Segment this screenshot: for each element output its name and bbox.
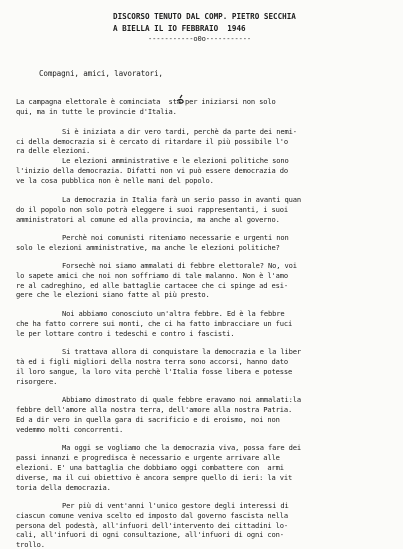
body-line: qui, ma in tutte le provincie d'Italia. bbox=[16, 107, 177, 116]
body-line: do il popolo non solo potrà eleggere i suoi rappresentanti, i suoi bbox=[16, 205, 288, 214]
header-subtitle: A BIELLA IL IO FEBBRAIO 1946 bbox=[113, 24, 246, 33]
body-line: gere che le elezioni siano fatte al più presto. bbox=[16, 290, 210, 299]
body-line: ci della democrazia si è cercato di ritardare il più possibile l'o bbox=[16, 137, 288, 146]
body-line: che ha fatto correre sui monti, che ci ha fatto imbracciare un fuci bbox=[16, 319, 293, 328]
body-line: ciascun comune veniva scelto ed imposto dal governo fascista nella bbox=[16, 511, 288, 520]
salutation: Compagni, amici, lavoratori, bbox=[39, 69, 163, 78]
body-line: il loro sangue, la loro vita perchè l'Italia fosse libera e potesse bbox=[16, 367, 293, 376]
body-line: elezioni. E' una battaglia che dobbiamo oggi combattere con armi bbox=[16, 463, 284, 472]
body-line: risorgere. bbox=[16, 377, 58, 386]
body-line: Abbiamo dimostrato di quale febbre eravamo noi ammalati:la bbox=[62, 395, 302, 404]
body-line: Le elezioni amministrative e le elezioni politiche sono bbox=[62, 156, 289, 165]
body-line: tà ed i figli migliori della nostra terra sono accorsi, hanno dato bbox=[16, 357, 288, 366]
body-line: re al cadreghino, ed alle battaglie cartacee che ci spinge ad esi- bbox=[16, 281, 288, 290]
body-line: l'inizio della democrazia. Difatti non vi può essere democrazia do bbox=[16, 166, 288, 175]
body-line: solo le elezioni amministrative, ma anche le elezioni politiche? bbox=[16, 243, 280, 252]
body-line: amministratori al comune ed alla provincia, ma anche al governo. bbox=[16, 215, 280, 224]
body-line: trollo. bbox=[16, 540, 45, 549]
body-line: febbre dell'amore alla nostra terra, dell'amore alla nostra Patria. bbox=[16, 405, 293, 414]
body-line: Perchè noi comunisti riteniamo necessarie e urgenti non bbox=[62, 233, 289, 242]
body-line: Ma oggi se vogliamo che la democrazia viva, possa fare dei bbox=[62, 443, 302, 452]
body-line: Noi abbiamo conosciuto un'altra febbre. Ed è la febbre bbox=[62, 309, 285, 318]
header-rule: -----------o0o----------- bbox=[148, 34, 252, 43]
body-line: Forsechè noi siamo ammalati di febbre elettorale? No, voi bbox=[62, 261, 297, 270]
header-title: DISCORSO TENUTO DAL COMP. PIETRO SECCHIA bbox=[113, 12, 296, 21]
body-line: Per più di vent'anni l'unico gestore degli interessi di bbox=[62, 501, 289, 510]
body-line: diverse, ma il cui obiettivo è ancora sempre quello di ieri: la vit bbox=[16, 473, 293, 482]
body-line: cali, all'infuori di ogni consultazione, all'infuori di ogni con- bbox=[16, 530, 284, 539]
handwritten-correction-mark bbox=[174, 92, 188, 106]
body-line: persona del podestà, all'infuori dell'intervento dei cittadini lo- bbox=[16, 521, 288, 530]
body-line: toria della democrazia. bbox=[16, 483, 111, 492]
body-line: La campagna elettorale è cominciata sta per iniziarsi non solo bbox=[16, 97, 276, 106]
body-line: passi innanzi e progredisca è necessario e urgente arrivare alle bbox=[16, 453, 280, 462]
body-line: Si trattava allora di conquistare la democrazia e la liber bbox=[62, 347, 302, 356]
body-line: Ed a dir vero in quella gara di sacrificio e di eroismo, noi non bbox=[16, 415, 280, 424]
body-line: Si è iniziata a dir vero tardi, perchè da parte dei nemi- bbox=[62, 127, 297, 136]
body-line: ra delle elezioni. bbox=[16, 146, 91, 155]
body-line: lo sapete amici che noi non soffriamo di tale malanno. Non è l'amo bbox=[16, 271, 288, 280]
body-line: La democrazia in Italia farà un serio passo in avanti quan bbox=[62, 195, 302, 204]
body-line: ve la cosa pubblica non è nelle mani del popolo. bbox=[16, 176, 214, 185]
body-line: vedemmo molti concorrenti. bbox=[16, 425, 124, 434]
body-line: le per lottare contro i tedeschi e contro i fascisti. bbox=[16, 329, 235, 338]
